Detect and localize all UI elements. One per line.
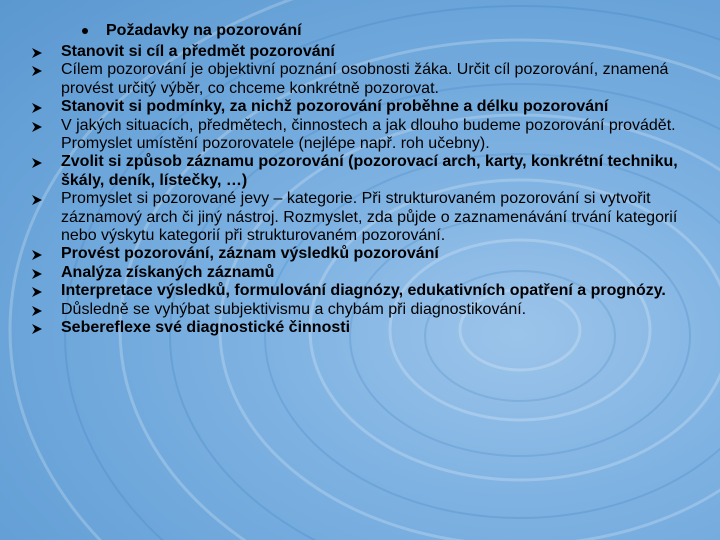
arrow-bullet-icon	[32, 324, 42, 334]
list-item-text: Provést pozorování, záznam výsledků pozorování	[61, 245, 439, 263]
list-item	[32, 301, 692, 319]
bullet-dot-icon	[82, 28, 88, 34]
arrow-bullet-icon	[32, 269, 42, 279]
list-item	[32, 282, 692, 300]
list-item	[32, 153, 692, 190]
list-item	[32, 264, 692, 282]
list-item-text: Analýza získaných záznamů	[61, 263, 275, 281]
arrow-bullet-icon	[32, 103, 42, 113]
list-item-text: Cílem pozorování je objektivní poznání osobnosti žáka. Určit cíl pozorování, znamená provést určitý výběr, co chceme konkrétně pozorovat.	[61, 61, 669, 97]
list-item-text: Důsledně se vyhýbat subjektivismu a chybám při diagnostikování.	[61, 300, 527, 318]
list-item-text: Zvolit si způsob záznamu pozorování (pozorovací arch, karty, konkrétní techniku, škály, deník, lístečky, …)	[61, 153, 678, 189]
requirements-list	[32, 43, 692, 338]
arrow-bullet-icon	[32, 66, 42, 76]
arrow-bullet-icon	[32, 195, 42, 205]
list-item-text: Stanovit si cíl a předmět pozorování	[61, 43, 335, 60]
slide-heading	[82, 22, 302, 40]
list-item	[32, 43, 692, 61]
arrow-bullet-icon	[32, 287, 42, 297]
list-item-text: Sebereflexe své diagnostické činnosti	[61, 319, 351, 337]
arrow-bullet-icon	[32, 306, 42, 316]
arrow-bullet-icon	[32, 122, 42, 132]
heading-text: Požadavky na pozorování	[106, 22, 302, 39]
list-item	[32, 117, 692, 154]
list-item	[32, 319, 692, 337]
list-item	[32, 245, 692, 263]
list-item-text: Promyslet si pozorované jevy – kategorie. Při strukturovaném pozorování si vytvořit záznamový arch či jiný nástroj. Rozmyslet, zda půjde o zaznamenávání trvání kategorií nebo výskytu kategorií při strukturovaném pozorování.	[61, 190, 678, 245]
list-item	[32, 190, 692, 245]
list-item	[32, 61, 692, 98]
arrow-bullet-icon	[32, 250, 42, 260]
list-item-text: Interpretace výsledků, formulování diagnózy, edukativních opatření a prognózy.	[61, 282, 666, 300]
list-item	[32, 98, 692, 116]
list-item-text: Stanovit si podmínky, za nichž pozorování proběhne a délku pozorování	[61, 98, 609, 116]
list-item-text: V jakých situacích, předmětech, činnostech a jak dlouho budeme pozorování provádět. Promyslet umístění pozorovatele (nejlépe např. roh učebny).	[61, 116, 676, 153]
arrow-bullet-icon	[32, 158, 42, 168]
arrow-bullet-icon	[32, 48, 42, 58]
